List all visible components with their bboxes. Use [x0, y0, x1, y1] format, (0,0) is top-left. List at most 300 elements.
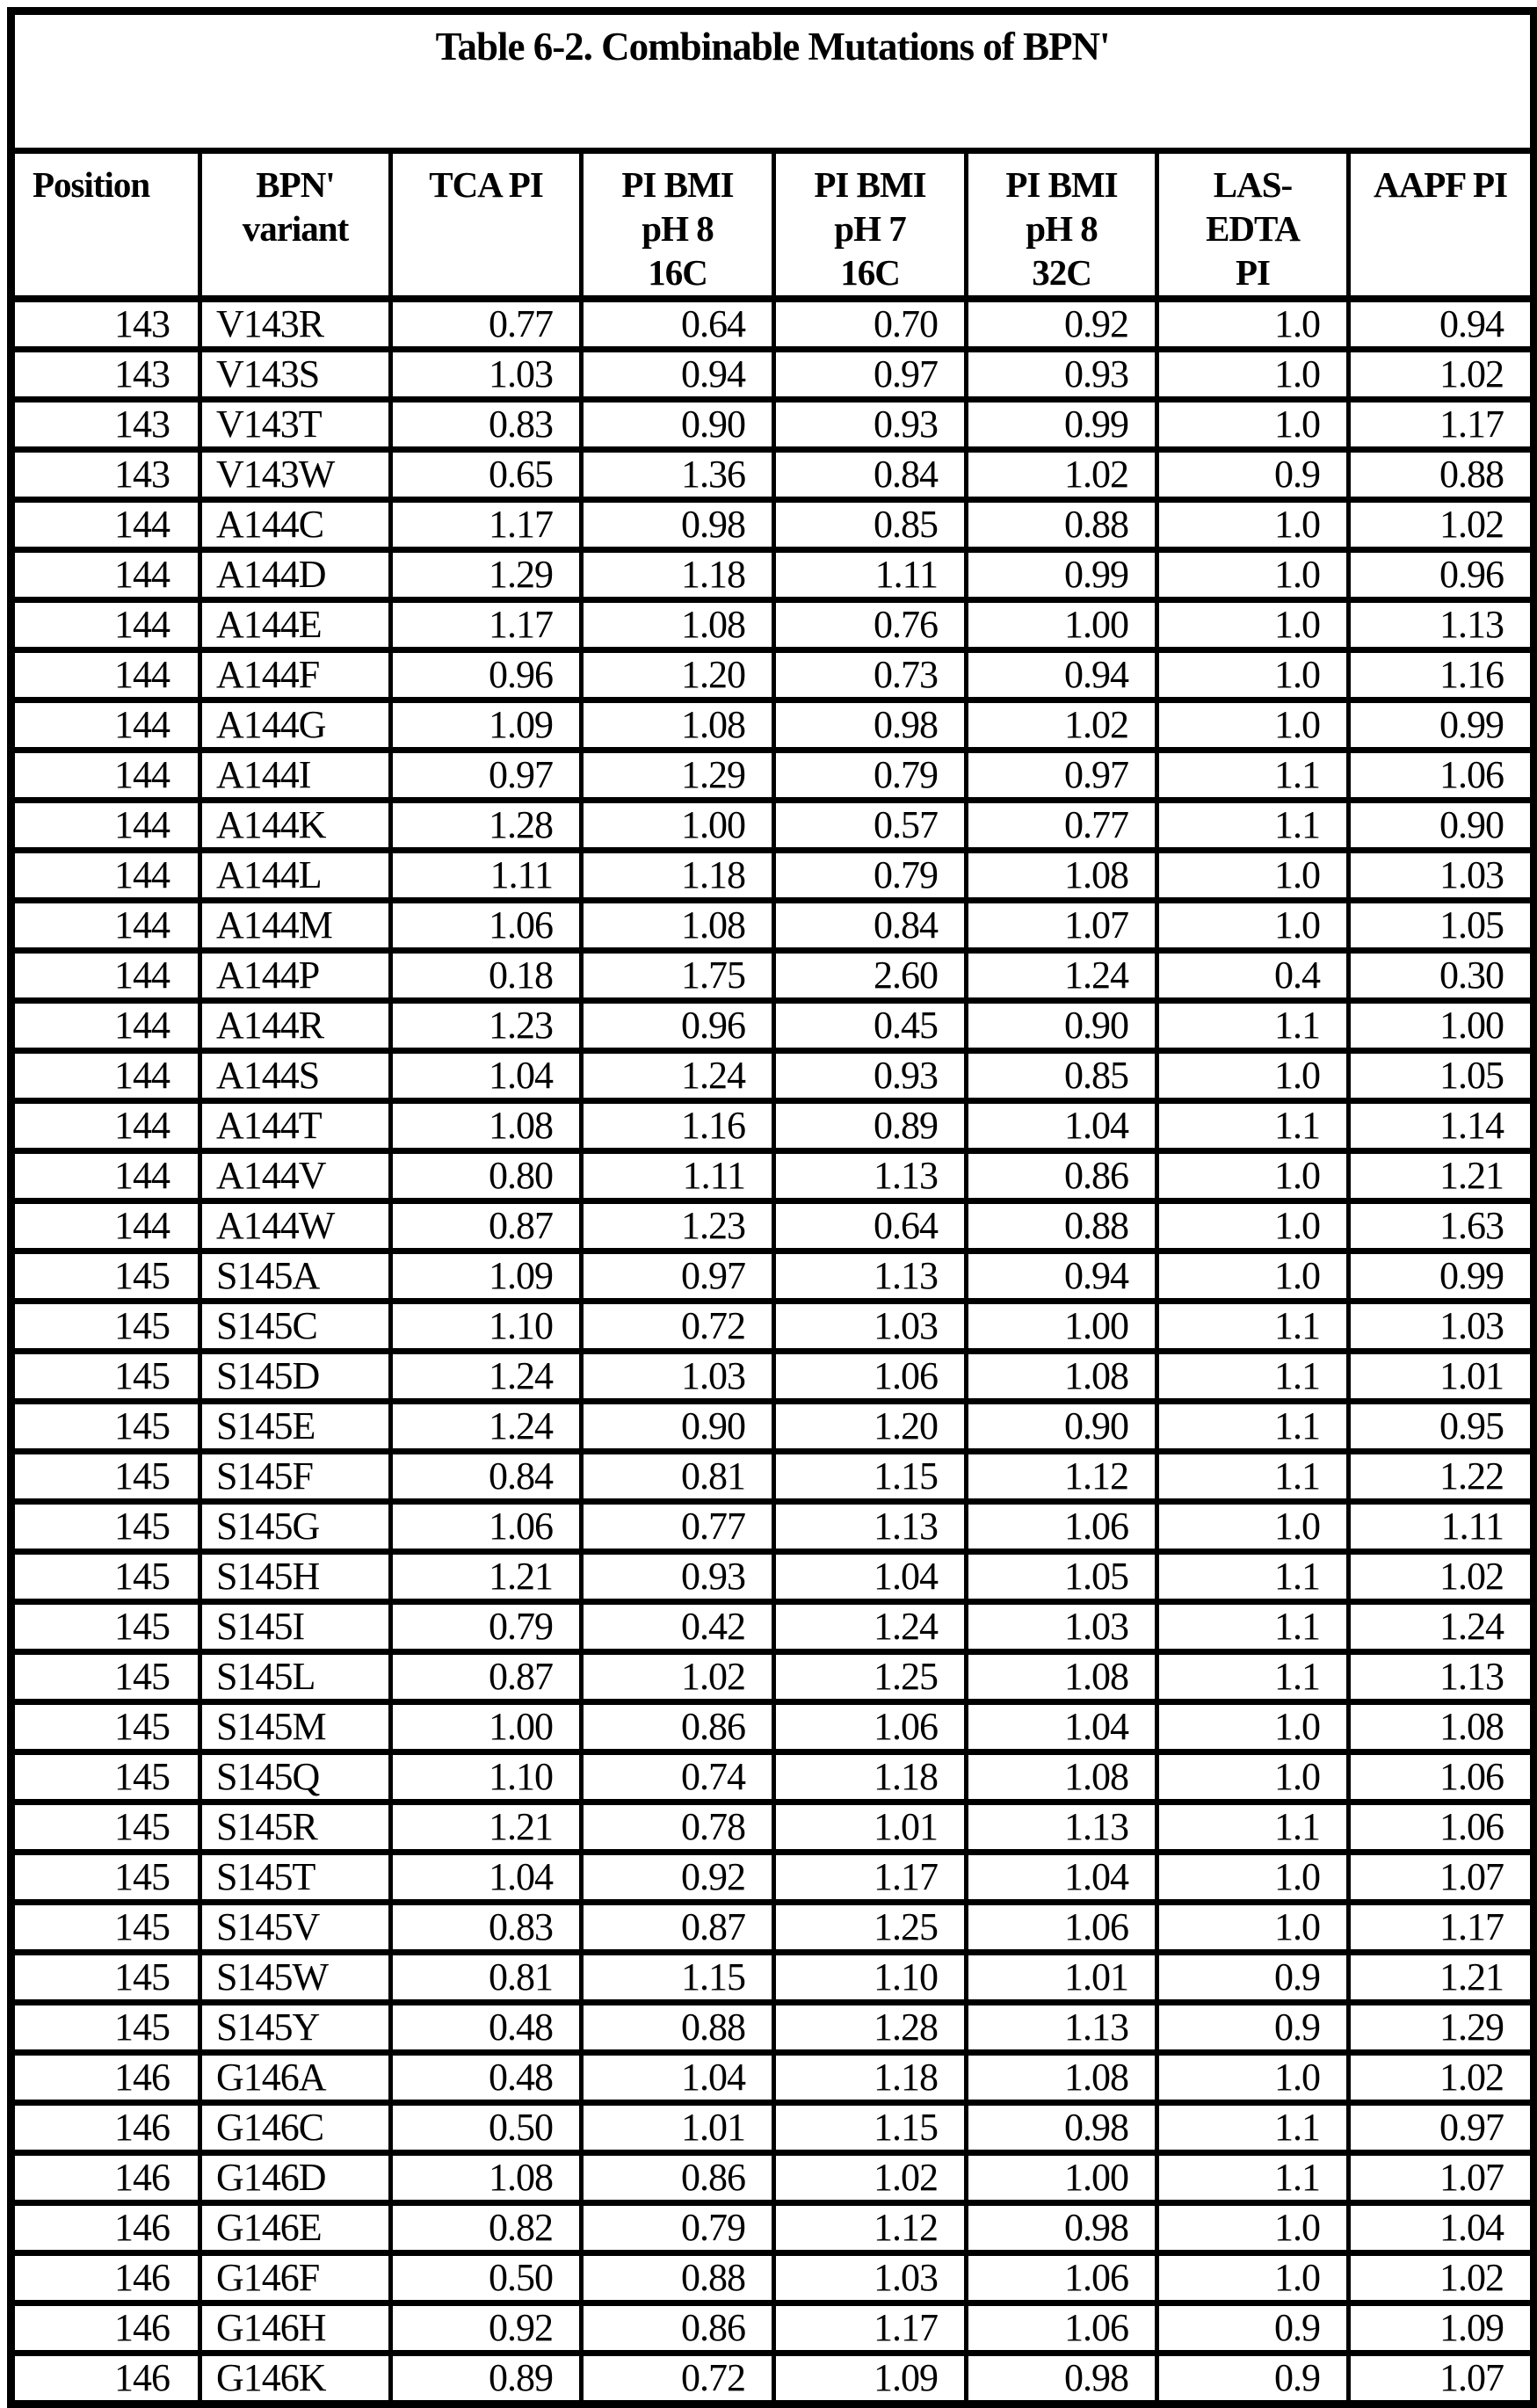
variant-cell: A144D	[200, 550, 391, 600]
position-cell: 146	[11, 2203, 200, 2253]
variant-cell: S145T	[200, 1853, 391, 1903]
pi-bmi-ph8-32c-cell: 0.85	[967, 1051, 1157, 1101]
aapf-pi-cell: 1.02	[1349, 500, 1534, 550]
variant-cell: S145I	[200, 1602, 391, 1652]
las-edta-pi-cell: 1.1	[1157, 1452, 1349, 1502]
aapf-pi-cell: 1.21	[1349, 1151, 1534, 1201]
position-cell: 145	[11, 1903, 200, 1953]
pi-bmi-ph8-16c-cell: 1.04	[582, 2053, 774, 2103]
aapf-pi-cell: 0.97	[1349, 2103, 1534, 2153]
tca-pi-cell: 0.48	[391, 2053, 582, 2103]
tca-pi-cell: 0.50	[391, 2103, 582, 2153]
tca-pi-cell: 0.79	[391, 1602, 582, 1652]
pi-bmi-ph7-16c-cell: 0.57	[774, 801, 967, 851]
table-row	[11, 2053, 1534, 2103]
pi-bmi-ph7-16c-cell: 1.04	[774, 1552, 967, 1602]
pi-bmi-ph8-16c-cell: 1.00	[582, 801, 774, 851]
variant-cell: A144M	[200, 901, 391, 951]
las-edta-pi-cell: 1.1	[1157, 1101, 1349, 1151]
variant-cell: S145E	[200, 1402, 391, 1452]
pi-bmi-ph8-32c-cell: 1.04	[967, 1101, 1157, 1151]
las-edta-pi-cell: 1.0	[1157, 550, 1349, 600]
las-edta-pi-cell: 1.0	[1157, 400, 1349, 450]
pi-bmi-ph8-16c-cell: 1.18	[582, 851, 774, 901]
aapf-pi-cell: 1.08	[1349, 1702, 1534, 1752]
las-edta-pi-cell: 0.9	[1157, 2354, 1349, 2404]
aapf-pi-cell: 1.07	[1349, 2354, 1534, 2404]
table-title: Table 6-2. Combinable Mutations of BPN'	[11, 11, 1534, 151]
pi-bmi-ph8-32c-cell: 1.05	[967, 1552, 1157, 1602]
pi-bmi-ph8-32c-cell: 0.93	[967, 350, 1157, 400]
table-row	[11, 1602, 1534, 1652]
las-edta-pi-cell: 1.0	[1157, 600, 1349, 650]
aapf-pi-cell: 1.63	[1349, 1201, 1534, 1251]
pi-bmi-ph7-16c-cell: 1.24	[774, 1602, 967, 1652]
pi-bmi-ph7-16c-cell: 1.03	[774, 2253, 967, 2303]
table-row	[11, 2354, 1534, 2404]
table-row	[11, 1702, 1534, 1752]
table-row	[11, 1101, 1534, 1151]
position-cell: 143	[11, 400, 200, 450]
variant-cell: S145R	[200, 1802, 391, 1853]
aapf-pi-cell: 1.02	[1349, 1552, 1534, 1602]
pi-bmi-ph8-32c-cell: 1.08	[967, 1652, 1157, 1702]
tca-pi-cell: 0.96	[391, 650, 582, 700]
position-cell: 146	[11, 2103, 200, 2153]
table-row	[11, 1201, 1534, 1251]
aapf-pi-cell: 1.06	[1349, 1752, 1534, 1802]
las-edta-pi-cell: 1.1	[1157, 1302, 1349, 1352]
pi-bmi-ph8-16c-cell: 1.11	[582, 1151, 774, 1201]
aapf-pi-cell: 0.88	[1349, 450, 1534, 500]
pi-bmi-ph7-16c-cell: 1.18	[774, 1752, 967, 1802]
las-edta-pi-cell: 1.1	[1157, 1402, 1349, 1452]
pi-bmi-ph8-16c-cell: 0.97	[582, 1251, 774, 1302]
pi-bmi-ph8-32c-cell: 0.94	[967, 650, 1157, 700]
table-row	[11, 500, 1534, 550]
position-cell: 145	[11, 1602, 200, 1652]
position-cell: 143	[11, 350, 200, 400]
variant-cell: V143S	[200, 350, 391, 400]
table-row	[11, 1853, 1534, 1903]
pi-bmi-ph8-16c-cell: 1.16	[582, 1101, 774, 1151]
pi-bmi-ph8-16c-cell: 0.72	[582, 1302, 774, 1352]
position-cell: 145	[11, 1702, 200, 1752]
column-header-pi-bmi-ph7-16c: PI BMI pH 7 16C	[774, 151, 967, 300]
pi-bmi-ph8-16c-cell: 0.90	[582, 400, 774, 450]
position-cell: 143	[11, 450, 200, 500]
pi-bmi-ph7-16c-cell: 1.17	[774, 2303, 967, 2354]
pi-bmi-ph8-16c-cell: 0.94	[582, 350, 774, 400]
pi-bmi-ph8-16c-cell: 1.08	[582, 600, 774, 650]
variant-cell: S145L	[200, 1652, 391, 1702]
las-edta-pi-cell: 1.0	[1157, 500, 1349, 550]
table-row	[11, 2153, 1534, 2203]
pi-bmi-ph8-16c-cell: 0.78	[582, 1802, 774, 1853]
pi-bmi-ph7-16c-cell: 1.13	[774, 1151, 967, 1201]
las-edta-pi-cell: 1.0	[1157, 1251, 1349, 1302]
pi-bmi-ph8-32c-cell: 0.86	[967, 1151, 1157, 1201]
column-header-tca-pi: TCA PI	[391, 151, 582, 300]
pi-bmi-ph8-16c-cell: 1.24	[582, 1051, 774, 1101]
las-edta-pi-cell: 1.0	[1157, 350, 1349, 400]
pi-bmi-ph8-16c-cell: 1.18	[582, 550, 774, 600]
position-cell: 144	[11, 851, 200, 901]
pi-bmi-ph8-16c-cell: 0.72	[582, 2354, 774, 2404]
tca-pi-cell: 1.21	[391, 1552, 582, 1602]
pi-bmi-ph8-32c-cell: 1.24	[967, 951, 1157, 1001]
aapf-pi-cell: 1.06	[1349, 1802, 1534, 1853]
variant-cell: S145W	[200, 1953, 391, 2003]
pi-bmi-ph8-32c-cell: 1.03	[967, 1602, 1157, 1652]
pi-bmi-ph7-16c-cell: 1.18	[774, 2053, 967, 2103]
title-row	[11, 11, 1534, 151]
tca-pi-cell: 0.87	[391, 1652, 582, 1702]
aapf-pi-cell: 1.22	[1349, 1452, 1534, 1502]
position-cell: 144	[11, 751, 200, 801]
aapf-pi-cell: 1.17	[1349, 400, 1534, 450]
las-edta-pi-cell: 1.0	[1157, 700, 1349, 751]
table-row	[11, 1903, 1534, 1953]
pi-bmi-ph7-16c-cell: 1.15	[774, 2103, 967, 2153]
tca-pi-cell: 0.83	[391, 1903, 582, 1953]
variant-cell: G146H	[200, 2303, 391, 2354]
pi-bmi-ph8-16c-cell: 1.75	[582, 951, 774, 1001]
tca-pi-cell: 1.06	[391, 1502, 582, 1552]
variant-cell: G146K	[200, 2354, 391, 2404]
combinable-mutations-table	[7, 7, 1537, 2408]
table-row	[11, 1402, 1534, 1452]
aapf-pi-cell: 1.06	[1349, 751, 1534, 801]
position-cell: 145	[11, 1352, 200, 1402]
las-edta-pi-cell: 1.0	[1157, 650, 1349, 700]
aapf-pi-cell: 1.24	[1349, 1602, 1534, 1652]
las-edta-pi-cell: 1.1	[1157, 751, 1349, 801]
pi-bmi-ph8-32c-cell: 0.90	[967, 1001, 1157, 1051]
las-edta-pi-cell: 1.0	[1157, 2053, 1349, 2103]
table-row	[11, 600, 1534, 650]
tca-pi-cell: 0.18	[391, 951, 582, 1001]
las-edta-pi-cell: 0.9	[1157, 2003, 1349, 2053]
las-edta-pi-cell: 1.0	[1157, 1853, 1349, 1903]
las-edta-pi-cell: 1.0	[1157, 901, 1349, 951]
position-cell: 144	[11, 1101, 200, 1151]
tca-pi-cell: 1.04	[391, 1853, 582, 1903]
pi-bmi-ph7-16c-cell: 1.28	[774, 2003, 967, 2053]
pi-bmi-ph7-16c-cell: 1.17	[774, 1853, 967, 1903]
aapf-pi-cell: 1.07	[1349, 1853, 1534, 1903]
pi-bmi-ph8-32c-cell: 1.01	[967, 1953, 1157, 2003]
tca-pi-cell: 0.65	[391, 450, 582, 500]
aapf-pi-cell: 1.14	[1349, 1101, 1534, 1151]
table-row	[11, 951, 1534, 1001]
pi-bmi-ph8-16c-cell: 0.88	[582, 2253, 774, 2303]
aapf-pi-cell: 1.13	[1349, 1652, 1534, 1702]
pi-bmi-ph7-16c-cell: 0.85	[774, 500, 967, 550]
aapf-pi-cell: 1.00	[1349, 1001, 1534, 1051]
las-edta-pi-cell: 1.1	[1157, 1352, 1349, 1402]
aapf-pi-cell: 1.02	[1349, 350, 1534, 400]
aapf-pi-cell: 1.04	[1349, 2203, 1534, 2253]
las-edta-pi-cell: 1.0	[1157, 851, 1349, 901]
tca-pi-cell: 1.11	[391, 851, 582, 901]
tca-pi-cell: 1.08	[391, 1101, 582, 1151]
pi-bmi-ph7-16c-cell: 1.25	[774, 1652, 967, 1702]
aapf-pi-cell: 1.02	[1349, 2253, 1534, 2303]
variant-cell: A144I	[200, 751, 391, 801]
table-row	[11, 1302, 1534, 1352]
pi-bmi-ph8-32c-cell: 1.00	[967, 600, 1157, 650]
table-row	[11, 2003, 1534, 2053]
tca-pi-cell: 1.17	[391, 500, 582, 550]
position-cell: 145	[11, 1251, 200, 1302]
pi-bmi-ph8-32c-cell: 0.90	[967, 1402, 1157, 1452]
table-row	[11, 1452, 1534, 1502]
pi-bmi-ph8-32c-cell: 1.08	[967, 1752, 1157, 1802]
variant-cell: S145F	[200, 1452, 391, 1502]
variant-cell: A144T	[200, 1101, 391, 1151]
table-row	[11, 1151, 1534, 1201]
variant-cell: S145Q	[200, 1752, 391, 1802]
table-row	[11, 1953, 1534, 2003]
pi-bmi-ph8-16c-cell: 1.02	[582, 1652, 774, 1702]
table-row	[11, 1552, 1534, 1602]
variant-cell: S145C	[200, 1302, 391, 1352]
pi-bmi-ph8-32c-cell: 0.77	[967, 801, 1157, 851]
las-edta-pi-cell: 1.1	[1157, 2153, 1349, 2203]
las-edta-pi-cell: 1.0	[1157, 2253, 1349, 2303]
position-cell: 145	[11, 1652, 200, 1702]
tca-pi-cell: 1.24	[391, 1402, 582, 1452]
variant-cell: G146E	[200, 2203, 391, 2253]
pi-bmi-ph8-16c-cell: 0.93	[582, 1552, 774, 1602]
las-edta-pi-cell: 1.0	[1157, 1702, 1349, 1752]
position-cell: 145	[11, 2003, 200, 2053]
table-row	[11, 299, 1534, 350]
table-row	[11, 650, 1534, 700]
table-row	[11, 901, 1534, 951]
tca-pi-cell: 0.87	[391, 1201, 582, 1251]
aapf-pi-cell: 0.30	[1349, 951, 1534, 1001]
pi-bmi-ph8-32c-cell: 0.99	[967, 400, 1157, 450]
pi-bmi-ph8-32c-cell: 0.88	[967, 500, 1157, 550]
variant-cell: G146D	[200, 2153, 391, 2203]
variant-cell: A144S	[200, 1051, 391, 1101]
position-cell: 144	[11, 1001, 200, 1051]
column-header-pi-bmi-ph8-32c: PI BMI pH 8 32C	[967, 151, 1157, 300]
position-cell: 144	[11, 550, 200, 600]
variant-cell: A144W	[200, 1201, 391, 1251]
table-row	[11, 450, 1534, 500]
tca-pi-cell: 0.81	[391, 1953, 582, 2003]
tca-pi-cell: 1.10	[391, 1752, 582, 1802]
pi-bmi-ph8-16c-cell: 0.96	[582, 1001, 774, 1051]
variant-cell: A144V	[200, 1151, 391, 1201]
position-cell: 144	[11, 1151, 200, 1201]
aapf-pi-cell: 0.96	[1349, 550, 1534, 600]
las-edta-pi-cell: 1.1	[1157, 1001, 1349, 1051]
pi-bmi-ph8-16c-cell: 1.36	[582, 450, 774, 500]
pi-bmi-ph7-16c-cell: 1.02	[774, 2153, 967, 2203]
table-row	[11, 350, 1534, 400]
aapf-pi-cell: 1.17	[1349, 1903, 1534, 1953]
position-cell: 145	[11, 1452, 200, 1502]
pi-bmi-ph8-16c-cell: 0.86	[582, 1702, 774, 1752]
position-cell: 144	[11, 500, 200, 550]
las-edta-pi-cell: 1.0	[1157, 299, 1349, 350]
aapf-pi-cell: 1.05	[1349, 1051, 1534, 1101]
las-edta-pi-cell: 1.0	[1157, 1201, 1349, 1251]
pi-bmi-ph7-16c-cell: 1.15	[774, 1452, 967, 1502]
pi-bmi-ph8-16c-cell: 1.23	[582, 1201, 774, 1251]
pi-bmi-ph8-32c-cell: 0.88	[967, 1201, 1157, 1251]
variant-cell: A144G	[200, 700, 391, 751]
tca-pi-cell: 0.83	[391, 400, 582, 450]
tca-pi-cell: 1.09	[391, 700, 582, 751]
table-row	[11, 1051, 1534, 1101]
las-edta-pi-cell: 1.1	[1157, 1652, 1349, 1702]
tca-pi-cell: 1.10	[391, 1302, 582, 1352]
las-edta-pi-cell: 1.0	[1157, 1502, 1349, 1552]
pi-bmi-ph8-32c-cell: 1.07	[967, 901, 1157, 951]
position-cell: 143	[11, 299, 200, 350]
tca-pi-cell: 1.21	[391, 1802, 582, 1853]
pi-bmi-ph7-16c-cell: 0.70	[774, 299, 967, 350]
pi-bmi-ph8-32c-cell: 1.02	[967, 700, 1157, 751]
position-cell: 144	[11, 600, 200, 650]
las-edta-pi-cell: 1.0	[1157, 1752, 1349, 1802]
aapf-pi-cell: 1.05	[1349, 901, 1534, 951]
variant-cell: V143W	[200, 450, 391, 500]
variant-cell: G146C	[200, 2103, 391, 2153]
aapf-pi-cell: 1.13	[1349, 600, 1534, 650]
variant-cell: S145G	[200, 1502, 391, 1552]
tca-pi-cell: 1.28	[391, 801, 582, 851]
aapf-pi-cell: 0.94	[1349, 299, 1534, 350]
tca-pi-cell: 0.50	[391, 2253, 582, 2303]
aapf-pi-cell: 1.21	[1349, 1953, 1534, 2003]
position-cell: 145	[11, 1302, 200, 1352]
las-edta-pi-cell: 1.1	[1157, 801, 1349, 851]
table-row	[11, 1001, 1534, 1051]
position-cell: 144	[11, 700, 200, 751]
pi-bmi-ph7-16c-cell: 1.01	[774, 1802, 967, 1853]
table-row	[11, 400, 1534, 450]
pi-bmi-ph8-16c-cell: 0.79	[582, 2203, 774, 2253]
pi-bmi-ph8-16c-cell: 0.87	[582, 1903, 774, 1953]
position-cell: 146	[11, 2354, 200, 2404]
pi-bmi-ph7-16c-cell: 1.13	[774, 1251, 967, 1302]
pi-bmi-ph8-16c-cell: 0.86	[582, 2303, 774, 2354]
table-row	[11, 1352, 1534, 1402]
pi-bmi-ph8-32c-cell: 1.08	[967, 1352, 1157, 1402]
las-edta-pi-cell: 1.0	[1157, 1151, 1349, 1201]
pi-bmi-ph7-16c-cell: 1.25	[774, 1903, 967, 1953]
pi-bmi-ph7-16c-cell: 0.89	[774, 1101, 967, 1151]
aapf-pi-cell: 1.03	[1349, 851, 1534, 901]
aapf-pi-cell: 1.09	[1349, 2303, 1534, 2354]
pi-bmi-ph7-16c-cell: 0.84	[774, 450, 967, 500]
las-edta-pi-cell: 0.9	[1157, 1953, 1349, 2003]
table-row	[11, 1652, 1534, 1702]
tca-pi-cell: 1.06	[391, 901, 582, 951]
variant-cell: S145M	[200, 1702, 391, 1752]
position-cell: 146	[11, 2303, 200, 2354]
pi-bmi-ph8-16c-cell: 1.15	[582, 1953, 774, 2003]
pi-bmi-ph8-16c-cell: 0.42	[582, 1602, 774, 1652]
pi-bmi-ph8-16c-cell: 1.29	[582, 751, 774, 801]
pi-bmi-ph8-32c-cell: 1.06	[967, 2253, 1157, 2303]
pi-bmi-ph7-16c-cell: 0.76	[774, 600, 967, 650]
tca-pi-cell: 1.04	[391, 1051, 582, 1101]
tca-pi-cell: 1.09	[391, 1251, 582, 1302]
pi-bmi-ph7-16c-cell: 1.10	[774, 1953, 967, 2003]
tca-pi-cell: 0.97	[391, 751, 582, 801]
las-edta-pi-cell: 1.1	[1157, 1602, 1349, 1652]
header-row	[11, 151, 1534, 300]
table-row	[11, 751, 1534, 801]
tca-pi-cell: 1.23	[391, 1001, 582, 1051]
table-row	[11, 851, 1534, 901]
tca-pi-cell: 0.84	[391, 1452, 582, 1502]
aapf-pi-cell: 1.02	[1349, 2053, 1534, 2103]
pi-bmi-ph7-16c-cell: 1.13	[774, 1502, 967, 1552]
las-edta-pi-cell: 1.0	[1157, 1903, 1349, 1953]
pi-bmi-ph7-16c-cell: 1.20	[774, 1402, 967, 1452]
pi-bmi-ph8-16c-cell: 1.01	[582, 2103, 774, 2153]
pi-bmi-ph7-16c-cell: 1.06	[774, 1352, 967, 1402]
pi-bmi-ph8-16c-cell: 0.64	[582, 299, 774, 350]
pi-bmi-ph8-32c-cell: 0.94	[967, 1251, 1157, 1302]
table-row	[11, 550, 1534, 600]
position-cell: 144	[11, 650, 200, 700]
position-cell: 146	[11, 2253, 200, 2303]
aapf-pi-cell: 1.29	[1349, 2003, 1534, 2053]
tca-pi-cell: 0.48	[391, 2003, 582, 2053]
table-row	[11, 1802, 1534, 1853]
pi-bmi-ph7-16c-cell: 0.97	[774, 350, 967, 400]
pi-bmi-ph8-16c-cell: 0.92	[582, 1853, 774, 1903]
pi-bmi-ph8-32c-cell: 1.08	[967, 2053, 1157, 2103]
pi-bmi-ph8-16c-cell: 0.90	[582, 1402, 774, 1452]
pi-bmi-ph7-16c-cell: 0.64	[774, 1201, 967, 1251]
aapf-pi-cell: 0.90	[1349, 801, 1534, 851]
pi-bmi-ph8-32c-cell: 0.92	[967, 299, 1157, 350]
table-row	[11, 2303, 1534, 2354]
position-cell: 145	[11, 1802, 200, 1853]
pi-bmi-ph8-32c-cell: 1.04	[967, 1702, 1157, 1752]
variant-cell: G146A	[200, 2053, 391, 2103]
position-cell: 145	[11, 1953, 200, 2003]
position-cell: 144	[11, 951, 200, 1001]
position-cell: 145	[11, 1402, 200, 1452]
position-cell: 146	[11, 2053, 200, 2103]
pi-bmi-ph7-16c-cell: 0.98	[774, 700, 967, 751]
pi-bmi-ph8-32c-cell: 1.00	[967, 2153, 1157, 2203]
pi-bmi-ph8-32c-cell: 1.08	[967, 851, 1157, 901]
table-row	[11, 1502, 1534, 1552]
tca-pi-cell: 0.92	[391, 2303, 582, 2354]
pi-bmi-ph8-32c-cell: 1.02	[967, 450, 1157, 500]
tca-pi-cell: 1.08	[391, 2153, 582, 2203]
aapf-pi-cell: 0.99	[1349, 700, 1534, 751]
variant-cell: A144K	[200, 801, 391, 851]
pi-bmi-ph7-16c-cell: 0.73	[774, 650, 967, 700]
pi-bmi-ph7-16c-cell: 0.84	[774, 901, 967, 951]
tca-pi-cell: 1.00	[391, 1702, 582, 1752]
table-row	[11, 1251, 1534, 1302]
column-header-aapf-pi: AAPF PI	[1349, 151, 1534, 300]
